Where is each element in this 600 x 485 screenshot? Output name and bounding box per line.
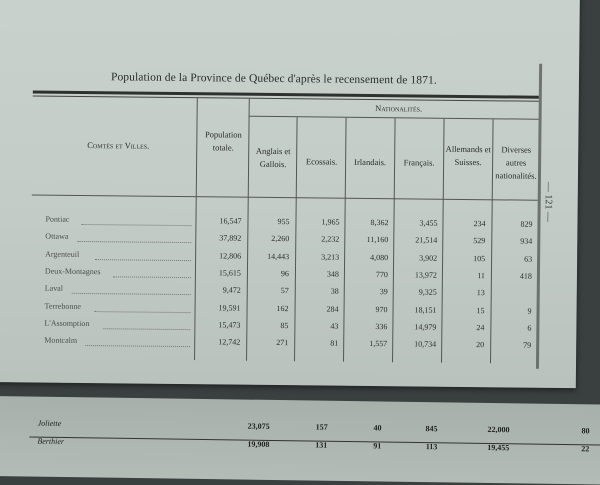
cell-eco: 348 <box>295 269 339 278</box>
dot-leader <box>113 275 191 278</box>
cell-ang: 131 <box>283 440 327 450</box>
header-ecossais: Ecossais. <box>298 155 345 168</box>
cell-div: 22 <box>545 444 589 454</box>
cell-irl: 336 <box>343 322 387 331</box>
cell-eco: 284 <box>295 304 339 313</box>
cell-irl: 39 <box>344 287 388 296</box>
header-francais: Français. <box>395 156 443 170</box>
county-name: Montcalm <box>44 336 77 345</box>
cell-fra: 13,972 <box>393 270 437 279</box>
page-edge-rule <box>536 64 542 369</box>
cell-eco: 38 <box>295 286 339 295</box>
dot-leader <box>72 292 191 295</box>
county-name: L'Assomption <box>44 318 89 327</box>
cell-irl: 113 <box>393 442 437 452</box>
cell-ang: 96 <box>245 269 289 278</box>
cell-eco: 3,213 <box>295 252 339 261</box>
header-anglais: Anglais et Gallois. <box>250 145 296 171</box>
cell-div: 63 <box>488 254 532 263</box>
cell-total: 16,547 <box>197 216 241 225</box>
cell-total: 15,473 <box>196 320 240 329</box>
cell-ang: 157 <box>284 422 328 432</box>
county-name: Joliette <box>38 419 62 428</box>
cell-fra: 18,151 <box>393 305 437 314</box>
header-rule <box>32 194 538 200</box>
cell-total: 12,742 <box>196 337 240 346</box>
dot-leader <box>104 327 191 330</box>
header-diverses: Diverses autres nationalités. <box>493 143 539 182</box>
cell-ang: 14,443 <box>245 251 289 260</box>
cell-ang: 162 <box>245 303 289 312</box>
county-name: Laval <box>45 284 63 293</box>
cell-total: 15,615 <box>197 268 241 277</box>
table-title: Population de la Province de Québec d'après le recensement de 1871. <box>111 71 437 86</box>
cell-fra: 19,455 <box>465 443 509 453</box>
cell-all: 105 <box>441 253 485 262</box>
cell-fra: 22,000 <box>466 425 510 435</box>
cell-all: 13 <box>441 288 485 297</box>
cell-irl: 11,160 <box>344 235 388 244</box>
cell-all: 529 <box>441 236 485 245</box>
dot-leader <box>77 240 191 243</box>
header-county: Comtés et Villes. <box>48 139 188 153</box>
cell-fra: 21,514 <box>393 236 437 245</box>
cell-fra: 14,979 <box>392 322 436 331</box>
cell-all: 24 <box>440 323 484 332</box>
cell-ang: 271 <box>244 338 288 347</box>
county-name: Terrebonne <box>45 301 81 310</box>
cell-fra: 9,325 <box>393 287 437 296</box>
cell-fra: 10,734 <box>392 339 436 348</box>
header-irlandais: Irlandais. <box>346 156 394 170</box>
cell-fra: 3,455 <box>393 218 437 227</box>
county-name: Ottawa <box>45 232 68 241</box>
header-nationalites: Nationalités. <box>329 102 469 116</box>
header-allemands: Allemands et Suisses. <box>444 143 492 170</box>
cell-div: 6 <box>487 323 531 332</box>
cell-total: 19,591 <box>197 303 241 312</box>
cell-ang: 85 <box>244 320 288 329</box>
cell-all: 234 <box>441 219 485 228</box>
cell-eco: 40 <box>338 423 382 433</box>
cell-fra: 3,902 <box>393 253 437 262</box>
cell-total: 9,472 <box>197 285 241 294</box>
cell-total: 37,892 <box>197 233 241 242</box>
dot-leader <box>95 258 191 261</box>
cell-irl: 4,080 <box>344 252 388 261</box>
cell-total: 12,806 <box>197 251 241 260</box>
cell-all: 15 <box>441 305 485 314</box>
cell-all: 11 <box>441 271 485 280</box>
page-number: — 121 — <box>542 182 553 222</box>
dot-leader <box>95 310 191 313</box>
county-name: Pontiac <box>45 215 69 224</box>
cell-total: 19,908 <box>225 439 269 449</box>
cell-irl: 845 <box>394 424 438 434</box>
cell-irl: 770 <box>344 270 388 279</box>
cell-div: 829 <box>488 219 532 228</box>
cell-total: 23,075 <box>226 421 270 431</box>
cell-eco: 91 <box>337 441 381 451</box>
county-name: Argenteuil <box>45 249 79 258</box>
cell-eco: 43 <box>294 321 338 330</box>
dot-leader <box>85 344 190 347</box>
cell-eco: 81 <box>294 338 338 347</box>
next-page <box>0 396 600 485</box>
cell-div: 418 <box>488 271 532 280</box>
next-page-rows <box>0 396 600 405</box>
cell-div: 80 <box>546 426 590 436</box>
cell-div: 934 <box>488 237 532 246</box>
cell-div: 79 <box>487 340 531 349</box>
header-total: Population totale. <box>198 128 248 155</box>
cell-irl: 970 <box>344 304 388 313</box>
dot-leader <box>82 223 192 226</box>
cell-div: 9 <box>488 306 532 315</box>
cell-all <box>506 425 550 426</box>
cell-eco: 1,965 <box>295 217 339 226</box>
county-name: Berthier <box>37 437 64 446</box>
cell-all: 20 <box>440 340 484 349</box>
cell-ang: 955 <box>245 217 289 226</box>
cell-ang: 57 <box>245 286 289 295</box>
cell-irl: 8,362 <box>344 218 388 227</box>
county-name: Deux-Montagnes <box>45 266 101 276</box>
cell-ang: 2,260 <box>245 234 289 243</box>
cell-irl: 1,557 <box>343 339 387 348</box>
cell-eco: 2,232 <box>295 235 339 244</box>
